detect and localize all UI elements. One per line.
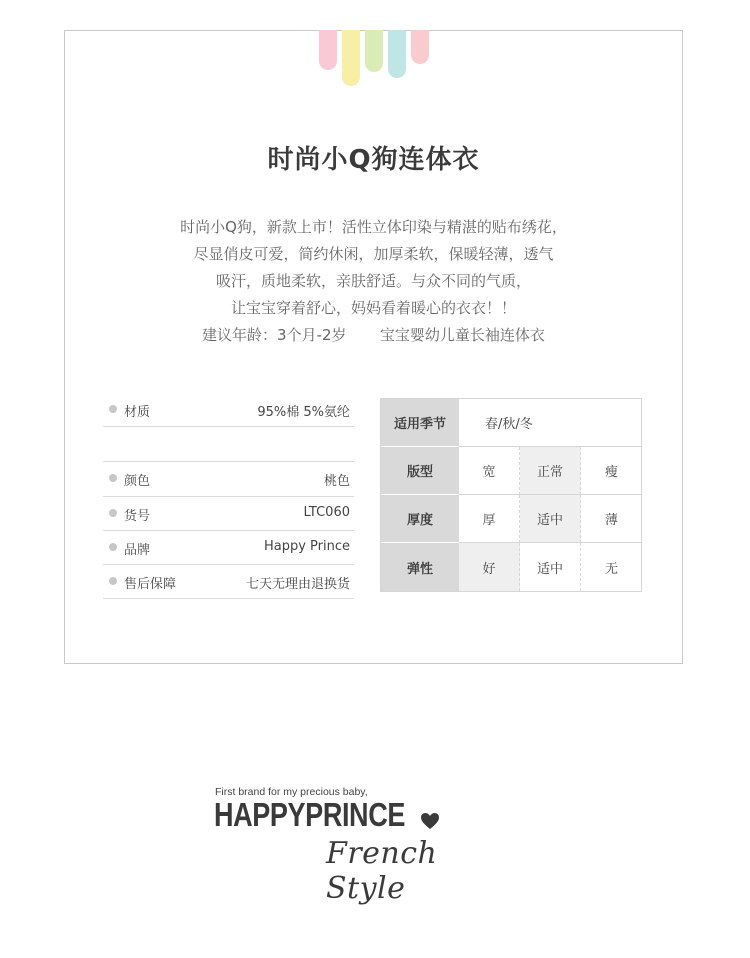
decorative-color-tabs — [319, 31, 431, 91]
bullet-dot-icon — [109, 577, 117, 585]
heart-icon — [420, 812, 440, 830]
spec-row — [103, 565, 354, 599]
spec-label: 售后保障 — [124, 576, 177, 592]
spec-label: 货号 — [124, 508, 151, 524]
description-line: 尽显俏皮可爱，简约休闲，加厚柔软，保暖轻薄，透气 — [193, 245, 554, 263]
fit-row-header: 厚度 — [381, 495, 459, 543]
spec-row — [103, 462, 354, 497]
description-line: 建议年龄：3个月-2岁 宝宝婴幼儿童长袖连体衣 — [202, 326, 545, 344]
page-title: 时尚小Q狗连体衣 — [267, 145, 480, 175]
fit-option: 瘦 — [581, 447, 642, 495]
fit-option: 正常 — [520, 447, 581, 495]
fit-option: 好 — [459, 543, 520, 591]
spec-label: 颜色 — [124, 474, 151, 489]
fit-option: 无 — [604, 561, 618, 577]
spec-label: 材质 — [124, 404, 151, 420]
bullet-dot-icon — [109, 509, 117, 517]
description-line: 让宝宝穿着舒心，妈妈看着暖心的衣衣！！ — [230, 299, 516, 317]
season-value: 春/秋/冬 — [459, 399, 641, 447]
spec-row — [103, 497, 354, 531]
spec-value: Happy Prince — [263, 538, 350, 554]
color-tab — [342, 30, 360, 86]
color-tab — [365, 30, 383, 72]
color-tab — [388, 30, 406, 78]
fit-option: 宽 — [459, 447, 520, 495]
product-description — [65, 214, 682, 349]
spec-label: 品牌 — [124, 542, 151, 558]
spec-row — [103, 393, 354, 427]
spec-value: 七天无理由退换货 — [245, 576, 350, 592]
fit-table — [380, 398, 642, 592]
bullet-dot-icon — [109, 405, 117, 413]
spec-value: 桃色 — [323, 474, 350, 489]
spec-value: LTC060 — [303, 504, 350, 520]
spec-value: 95%棉 5%氨纶 — [257, 404, 350, 420]
spec-row — [103, 427, 354, 462]
fit-option: 适中 — [520, 543, 581, 591]
spec-list — [103, 393, 354, 599]
fit-row-header: 弹性 — [381, 543, 459, 591]
brand-logo — [214, 786, 484, 906]
brand-script-slogan: French Style — [326, 836, 438, 906]
fit-option: 厚 — [459, 495, 520, 543]
fit-option: 适中 — [520, 495, 581, 543]
color-tab — [319, 30, 337, 70]
bullet-dot-icon — [109, 474, 117, 482]
season-header: 适用季节 — [381, 399, 459, 447]
bullet-dot-icon — [109, 543, 117, 551]
color-tab — [411, 30, 429, 64]
fit-row-header: 版型 — [381, 447, 459, 495]
brand-name: HAPPYPRINCE — [214, 796, 405, 833]
product-info-frame — [64, 30, 683, 664]
description-line: 时尚小Q狗，新款上市！活性立体印染与精湛的贴布绣花， — [180, 218, 567, 236]
spec-row — [103, 531, 354, 565]
brand-tagline: First brand for my precious baby, — [215, 786, 368, 798]
description-line: 吸汗，质地柔软，亲肤舒适。与众不同的气质， — [215, 272, 531, 290]
fit-option: 薄 — [581, 495, 642, 543]
